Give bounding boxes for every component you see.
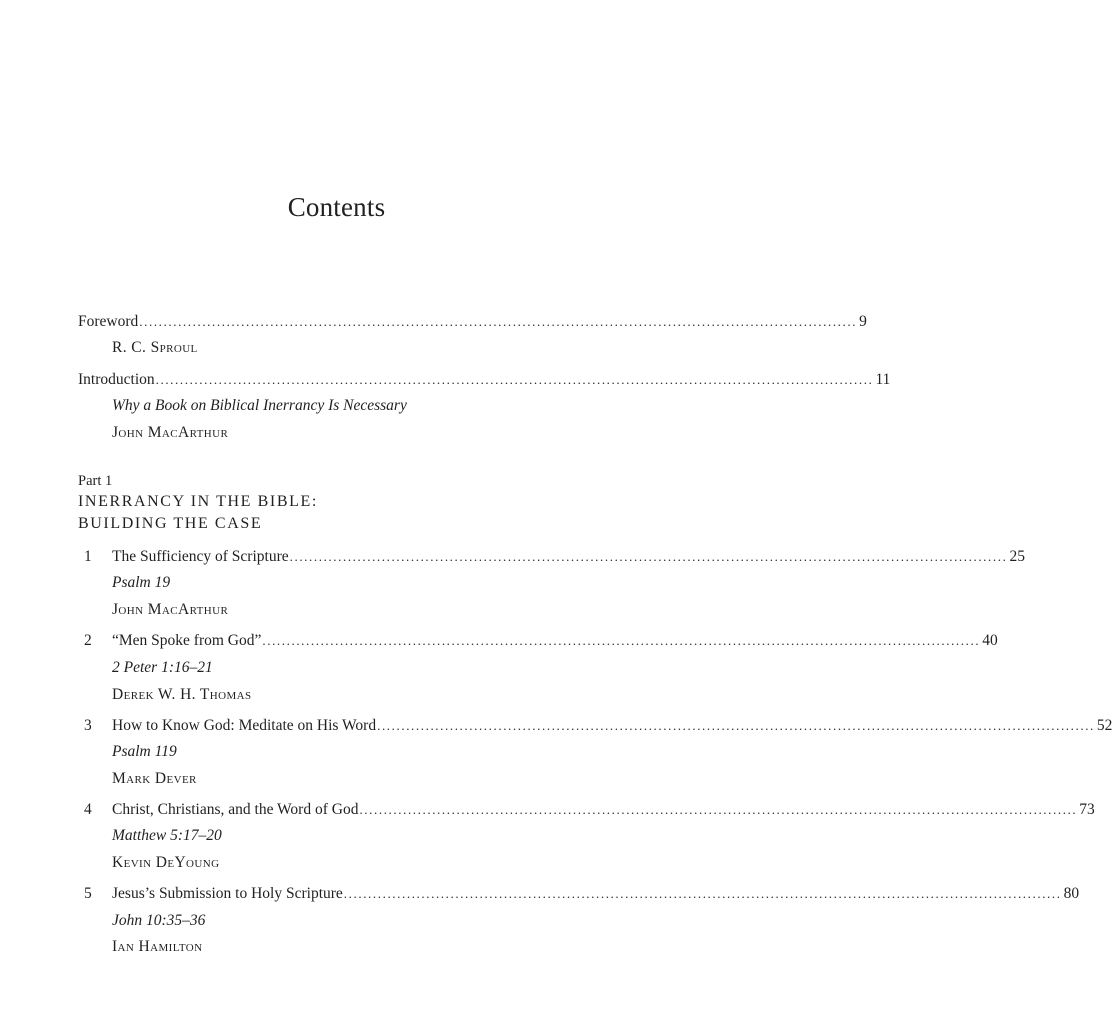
toc-author: John MacArthur bbox=[112, 601, 229, 618]
toc-subtitle: Why a Book on Biblical Inerrancy Is Necessary bbox=[112, 397, 407, 414]
toc-entry-chapter-3[interactable] bbox=[112, 717, 1112, 735]
toc-page-number: 52 bbox=[1096, 717, 1112, 734]
part-title-line-2: BUILDING THE CASE bbox=[78, 515, 263, 532]
toc-entry-label: How to Know God: Meditate on His Word bbox=[112, 717, 377, 734]
toc-author: Derek W. H. Thomas bbox=[112, 686, 252, 703]
toc-author: John MacArthur bbox=[112, 424, 229, 441]
toc-author: R. C. Sproul bbox=[112, 339, 198, 356]
chapter-number: 4 bbox=[84, 801, 92, 818]
chapter-number: 2 bbox=[84, 632, 92, 649]
toc-entry-label: “Men Spoke from God” bbox=[112, 632, 262, 649]
toc-entry-chapter-4[interactable] bbox=[112, 801, 1095, 819]
toc-entry-chapter-2[interactable] bbox=[112, 632, 998, 650]
chapter-number: 5 bbox=[84, 885, 92, 902]
leader-dots: .................................................................................................................................................... bbox=[343, 886, 1062, 901]
toc-entry-chapter-5[interactable] bbox=[112, 885, 1080, 903]
toc-entry-label: Introduction bbox=[78, 371, 155, 388]
leader-dots: .................................................................................................................................................... bbox=[377, 718, 1095, 733]
toc-passage: Psalm 19 bbox=[112, 574, 171, 591]
leader-dots: .................................................................................................................................................... bbox=[155, 372, 874, 387]
chapter-number: 1 bbox=[84, 548, 92, 565]
toc-entry-label: The Sufficiency of Scripture bbox=[112, 548, 289, 565]
chapter-number: 3 bbox=[84, 717, 92, 734]
toc-page-number: 73 bbox=[1079, 801, 1095, 818]
toc-entry-label: Christ, Christians, and the Word of God bbox=[112, 801, 359, 818]
toc-entry-label: Foreword bbox=[78, 313, 139, 330]
leader-dots: .................................................................................................................................................... bbox=[289, 549, 1008, 564]
part-title-line-1: INERRANCY IN THE BIBLE: bbox=[78, 493, 318, 510]
toc-passage: John 10:35–36 bbox=[112, 912, 206, 929]
leader-dots: .................................................................................................................................................... bbox=[359, 802, 1078, 817]
part-label: Part 1 bbox=[78, 473, 113, 489]
toc-author: Kevin DeYoung bbox=[112, 854, 220, 871]
leader-dots: .................................................................................................................................................... bbox=[139, 314, 858, 329]
toc-page-number: 9 bbox=[859, 313, 867, 330]
toc-entry-label: Jesus’s Submission to Holy Scripture bbox=[112, 885, 343, 902]
toc-entry-introduction[interactable] bbox=[78, 371, 891, 389]
page-title: Contents bbox=[287, 192, 386, 222]
toc-page-number: 25 bbox=[1009, 548, 1025, 565]
toc-page-number: 11 bbox=[875, 371, 891, 388]
toc-author: Ian Hamilton bbox=[112, 938, 203, 955]
toc-page-number: 80 bbox=[1063, 885, 1080, 902]
leader-dots: .................................................................................................................................................... bbox=[262, 633, 981, 648]
toc-passage: Matthew 5:17–20 bbox=[112, 827, 222, 844]
toc-entry-chapter-1[interactable] bbox=[112, 548, 1025, 566]
toc-page-number: 40 bbox=[982, 632, 998, 649]
toc-entry-foreword[interactable] bbox=[78, 313, 867, 331]
toc-passage: Psalm 119 bbox=[112, 743, 177, 760]
toc-passage: 2 Peter 1:16–21 bbox=[112, 659, 213, 676]
toc-author: Mark Dever bbox=[112, 770, 197, 787]
